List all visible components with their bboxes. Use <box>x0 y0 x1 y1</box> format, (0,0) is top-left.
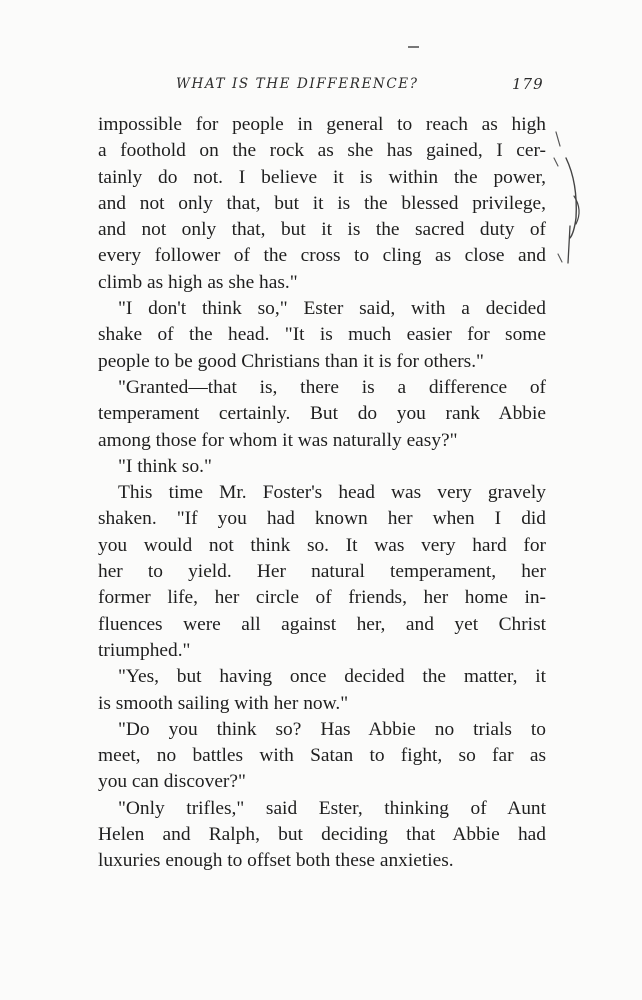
text-line: and not only that, but it is the blessed privilege, <box>98 192 546 214</box>
margin-pencil-marks <box>548 128 598 268</box>
text-line: meet, no battles with Satan to fight, so far as <box>98 745 546 767</box>
text-line: is smooth sailing with her now." <box>98 692 349 714</box>
top-dash-mark <box>408 46 419 48</box>
text-line: impossible for people in general to reach as high <box>98 114 546 135</box>
text-line: temperament certainly. But do you rank Abbie <box>98 403 546 425</box>
text-line: "I think so." <box>118 455 212 477</box>
text-line: luxuries enough to offset both these anxieties. <box>98 850 454 872</box>
text-line: "Yes, but having once decided the matter, it <box>118 666 546 688</box>
text-line: and not only that, but it is the sacred duty of <box>98 219 546 241</box>
running-head: WHAT IS THE DIFFERENCE? <box>176 76 419 92</box>
text-line: fluences were all against her, and yet Christ <box>98 613 546 635</box>
text-line: a foothold on the rock as she has gained, I cer- <box>98 140 546 162</box>
text-line: her to yield. Her natural temperament, her <box>98 561 546 583</box>
text-line: Helen and Ralph, but deciding that Abbie had <box>98 824 546 846</box>
body-text <box>98 112 546 875</box>
text-line: you would not think so. It was very hard for <box>98 534 546 556</box>
text-line: This time Mr. Foster's head was very gravely <box>118 482 546 504</box>
text-line: "Only trifles," said Ester, thinking of Aunt <box>118 797 546 819</box>
text-line: shake of the head. "It is much easier for some <box>98 324 546 346</box>
text-line: triumphed." <box>98 639 191 661</box>
text-line: you can discover?" <box>98 771 246 793</box>
text-line: "Do you think so? Has Abbie no trials to <box>118 718 546 740</box>
text-line: shaken. "If you had known her when I did <box>98 508 546 530</box>
text-line: "I don't think so," Ester said, with a decided <box>118 298 546 320</box>
text-line: tainly do not. I believe it is within the power, <box>98 166 546 188</box>
text-line: people to be good Christians than it is for others." <box>98 350 484 372</box>
text-line: every follower of the cross to cling as close and <box>98 245 546 267</box>
page-number: 179 <box>512 75 544 93</box>
text-line: former life, her circle of friends, her home in- <box>98 587 546 609</box>
text-line: climb as high as she has." <box>98 271 298 293</box>
text-line: among those for whom it was naturally easy?" <box>98 429 458 451</box>
text-line: "Granted—that is, there is a difference of <box>118 376 546 398</box>
